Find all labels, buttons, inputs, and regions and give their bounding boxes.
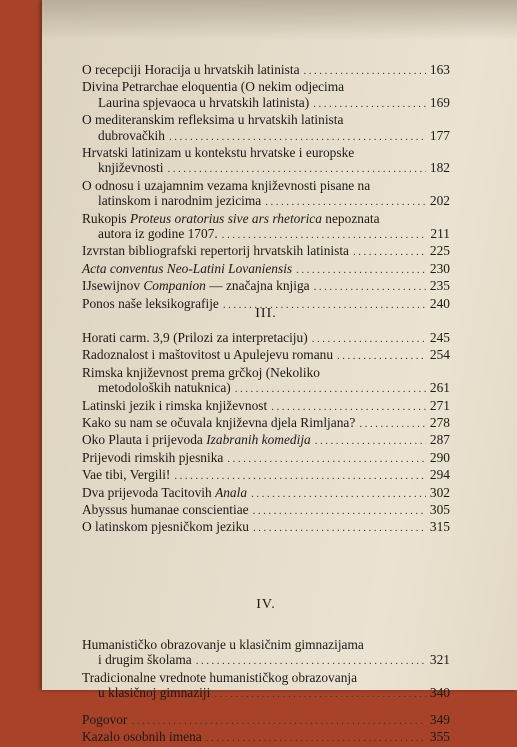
dot-leader xyxy=(206,731,426,746)
toc-page-number: 235 xyxy=(429,278,450,294)
toc-entry-title: autora iz godine 1707. xyxy=(98,226,218,242)
toc-entry-title: Ponos naše leksikografije xyxy=(82,295,219,311)
toc-entry xyxy=(82,261,450,278)
toc-page-number: 261 xyxy=(429,380,450,396)
toc-entry-title: Vae tibi, Vergili! xyxy=(82,467,171,483)
toc-entry xyxy=(82,278,450,295)
toc-page-number: 278 xyxy=(429,415,450,431)
dot-leader xyxy=(313,97,426,112)
dot-leader xyxy=(359,417,426,432)
toc-entry-title: Divina Petrarchae eloquentia (O nekim odjecima xyxy=(82,79,345,95)
toc-page-number: 349 xyxy=(429,712,450,727)
dot-leader xyxy=(131,714,426,729)
toc-entry-title: Radoznalost i maštovitost u Apulejevu romanu xyxy=(82,347,334,363)
toc-entry-title: Acta conventus Neo-Latini Lovaniensis xyxy=(82,260,293,276)
toc-page-number: 315 xyxy=(429,519,450,535)
toc-entry-title: Pogovor xyxy=(82,712,128,727)
toc-entry xyxy=(82,330,450,347)
page-shadow xyxy=(42,0,517,40)
dot-leader xyxy=(353,245,426,260)
dot-leader xyxy=(315,434,426,449)
toc-entry xyxy=(82,450,450,467)
toc-entry xyxy=(82,211,450,244)
dot-leader xyxy=(304,64,426,79)
dot-leader xyxy=(271,400,426,415)
toc-entry-title: O odnosu i uzajamnim vezama književnosti pisane na xyxy=(82,177,371,193)
toc-page-number: 290 xyxy=(429,449,450,465)
dot-leader xyxy=(167,162,425,177)
dot-leader xyxy=(169,130,426,145)
toc-page-number: 294 xyxy=(429,467,450,483)
toc-page-number: 169 xyxy=(429,94,450,110)
toc-entry-title: O mediteranskim refleksima u hrvatskih latinista xyxy=(82,112,344,128)
toc-page-number: 302 xyxy=(429,484,450,500)
toc-page-number: 321 xyxy=(429,652,450,668)
toc-page-number: 202 xyxy=(429,193,450,209)
toc-section xyxy=(82,637,450,703)
dot-leader xyxy=(312,332,426,347)
toc-page-number: 245 xyxy=(429,330,450,345)
toc-page-number: 287 xyxy=(429,432,450,448)
toc-entry-title: Horati carm. 3,9 (Prilozi za interpretaciju) xyxy=(82,330,308,345)
toc-page-number: 177 xyxy=(429,127,450,143)
toc-entry xyxy=(82,467,450,484)
toc-page-number: 240 xyxy=(429,295,450,311)
toc-entry xyxy=(82,432,450,449)
toc-page-number: 305 xyxy=(429,502,450,518)
toc-entry-title: i drugim školama xyxy=(98,652,192,668)
section-heading: III. xyxy=(255,306,277,321)
toc-entry xyxy=(82,670,450,703)
toc-entry xyxy=(82,502,450,519)
toc-entry xyxy=(82,112,450,145)
dot-leader xyxy=(222,228,427,243)
dot-leader xyxy=(227,452,426,467)
toc-entry-title: Rimska književnost prema grčkoj (Nekoliko xyxy=(82,364,321,380)
dot-leader xyxy=(174,469,426,484)
toc-entry xyxy=(82,347,450,364)
dot-leader xyxy=(196,654,426,669)
toc-entry xyxy=(82,729,450,746)
toc-entry xyxy=(82,485,450,502)
toc-entry xyxy=(82,415,450,432)
toc-section xyxy=(82,330,450,537)
toc-entry-title: IJsewijnov Companion — značajna knjiga xyxy=(82,278,310,294)
toc-page-number: 254 xyxy=(429,347,450,363)
dot-leader xyxy=(251,487,426,502)
toc-page-number: 340 xyxy=(429,685,450,701)
toc-entry-title: u klasičnoj gimnaziji xyxy=(98,685,211,701)
toc-page-number: 211 xyxy=(430,226,450,242)
toc-page-number: 225 xyxy=(429,243,450,259)
toc-entry xyxy=(82,145,450,178)
dot-leader xyxy=(337,349,426,364)
toc-entry-title: Izvrstan bibliografski repertorij hrvatskih latinista xyxy=(82,243,349,259)
toc-entry xyxy=(82,79,450,112)
toc-section xyxy=(82,62,450,313)
toc-entry xyxy=(82,519,450,536)
toc-entry xyxy=(82,178,450,211)
toc-entry-title: O latinskom pjesničkom jeziku xyxy=(82,519,249,535)
toc-page-number: 271 xyxy=(429,397,450,413)
toc-entry-title: Hrvatski latinizam u kontekstu hrvatske i europske xyxy=(82,145,355,161)
toc-entry-title: Tradicionalne vrednote humanističkog obrazovanja xyxy=(82,669,358,685)
toc-section xyxy=(82,712,450,747)
toc-entry-title: Kazalo osobnih imena xyxy=(82,729,202,745)
toc-page-number: 355 xyxy=(429,729,450,745)
dot-leader xyxy=(314,280,426,295)
dot-leader xyxy=(253,504,426,519)
toc-entry-title: metodoloških natuknica) xyxy=(98,380,231,396)
dot-leader xyxy=(253,521,426,536)
toc-entry-title: Latinski jezik i rimska književnost xyxy=(82,397,268,413)
dot-leader xyxy=(265,195,426,210)
toc-entry xyxy=(82,62,450,79)
toc-page-number: 230 xyxy=(429,260,450,276)
toc-entry-title: Kako su nam se očuvala književna djela Rimljana? xyxy=(82,415,356,431)
toc-page-number: 163 xyxy=(429,62,450,77)
toc-entry-title: Dva prijevoda Tacitovih Anala xyxy=(82,484,248,500)
dot-leader xyxy=(296,263,426,278)
toc-entry xyxy=(82,637,450,670)
toc-entry-title: Rukopis Proteus oratorius sive ars rhetorica nepoznata xyxy=(82,210,380,226)
toc-entry-title: dubrovačkih xyxy=(98,127,165,143)
toc-entry-title: latinskom i narodnim jezicima xyxy=(98,193,262,209)
toc-entry xyxy=(82,243,450,260)
toc-entry-title: Laurina spjevaoca u hrvatskih latinista) xyxy=(98,94,310,110)
toc-entry xyxy=(82,365,450,398)
dot-leader xyxy=(235,382,426,397)
toc-page-number: 182 xyxy=(429,160,450,176)
toc-entry-title: Humanističko obrazovanje u klasičnim gimnazijama xyxy=(82,637,364,652)
toc-entry xyxy=(82,398,450,415)
toc-entry-title: Prijevodi rimskih pjesnika xyxy=(82,449,224,465)
toc-entry-title: Oko Plauta i prijevoda Izabranih komedija xyxy=(82,432,311,448)
toc-entry-title: književnosti xyxy=(98,160,164,176)
toc-entry-title: Abyssus humanae conscientiae xyxy=(82,502,249,518)
toc-entry xyxy=(82,712,450,729)
section-heading: IV. xyxy=(256,597,276,612)
toc-entry-title: O recepciji Horacija u hrvatskih latinista xyxy=(82,62,300,77)
